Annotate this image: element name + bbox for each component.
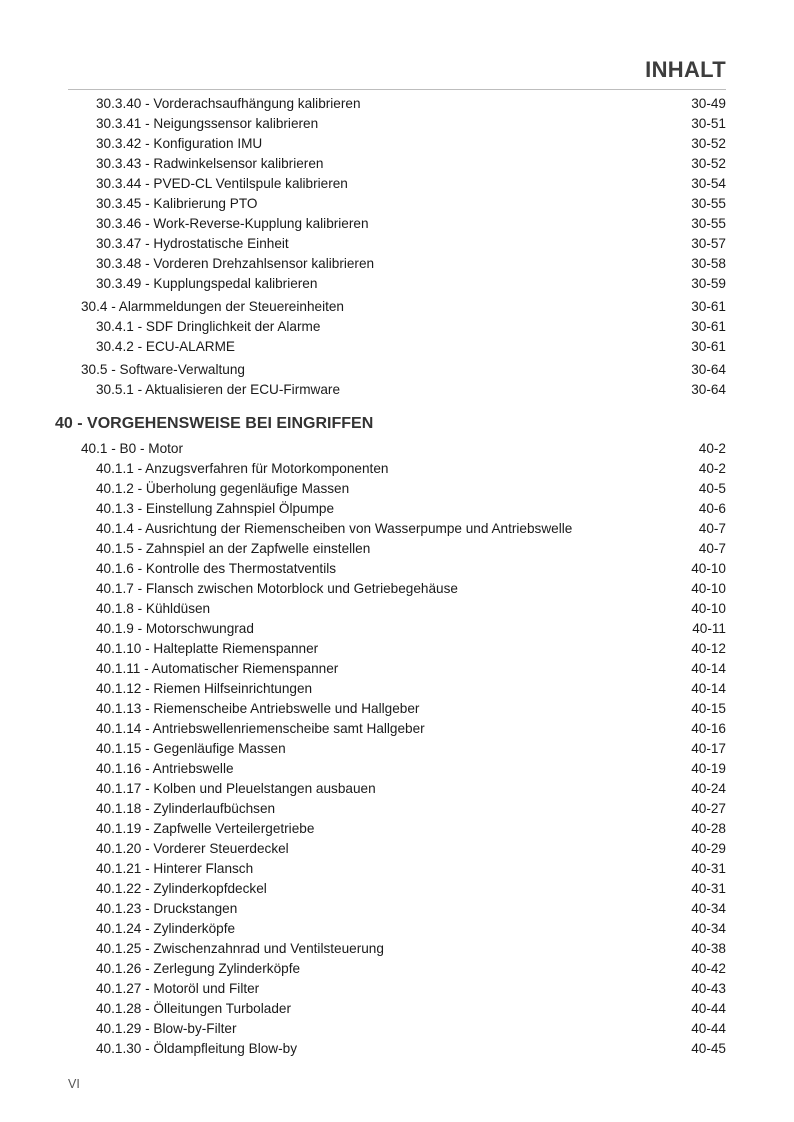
toc-entry-title: 40.1.9 - Motorschwungrad xyxy=(96,621,254,636)
toc-entry[interactable] xyxy=(0,659,794,679)
toc-entry[interactable] xyxy=(0,114,794,134)
toc-entry-title: 30.3.45 - Kalibrierung PTO xyxy=(96,196,258,211)
toc-entry-page: 40-5 xyxy=(698,481,726,496)
toc-entry[interactable] xyxy=(0,779,794,799)
toc-entry-page: 30-64 xyxy=(691,362,726,377)
toc-entry[interactable] xyxy=(0,599,794,619)
toc-entry-page: 40-15 xyxy=(691,701,726,716)
toc-entry-title: 40.1.22 - Zylinderkopfdeckel xyxy=(96,881,267,896)
toc-entry-title: 30.3.48 - Vorderen Drehzahlsensor kalibrieren xyxy=(96,256,375,271)
toc-entry-title: 40.1.29 - Blow-by-Filter xyxy=(96,1021,237,1036)
toc-entry[interactable] xyxy=(0,999,794,1019)
toc-entry[interactable] xyxy=(0,1019,794,1039)
toc-entry[interactable] xyxy=(0,819,794,839)
toc-entry-title: 40.1.16 - Antriebswelle xyxy=(96,761,234,776)
toc-entry-page: 30-51 xyxy=(691,116,726,131)
chapter-heading: 40 - VORGEHENSWEISE BEI EINGRIFFEN xyxy=(55,415,374,432)
toc-entry-title: 40.1.25 - Zwischenzahnrad und Ventilsteuerung xyxy=(96,941,384,956)
toc-entry-title: 40.1.14 - Antriebswellenriemenscheibe samt Hallgeber xyxy=(96,721,425,736)
toc-entry-page: 40-17 xyxy=(691,741,726,756)
toc-entry-page: 40-34 xyxy=(691,921,726,936)
toc-entry-title: 30.3.40 - Vorderachsaufhängung kalibrieren xyxy=(96,96,361,111)
toc-entry-title: 40.1.19 - Zapfwelle Verteilergetriebe xyxy=(96,821,315,836)
toc-entry[interactable] xyxy=(0,959,794,979)
toc-entry-title: 40.1.17 - Kolben und Pleuelstangen ausbauen xyxy=(96,781,376,796)
toc-entry[interactable] xyxy=(0,619,794,639)
toc-entry-page: 40-42 xyxy=(691,961,726,976)
toc-entry-title: 30.3.43 - Radwinkelsensor kalibrieren xyxy=(96,156,324,171)
toc-entry-title: 30.5 - Software-Verwaltung xyxy=(81,362,245,377)
toc-entry-title: 40.1.15 - Gegenläufige Massen xyxy=(96,741,286,756)
toc-entry-page: 40-7 xyxy=(698,541,726,556)
toc-entry-title: 30.3.44 - PVED-CL Ventilspule kalibrieren xyxy=(96,176,348,191)
toc-entry-title: 40.1.1 - Anzugsverfahren für Motorkomponenten xyxy=(96,461,389,476)
toc-entry-title: 40.1.8 - Kühldüsen xyxy=(96,601,211,616)
toc-entry-page: 30-52 xyxy=(691,156,726,171)
toc-entry-title: 40.1.21 - Hinterer Flansch xyxy=(96,861,254,876)
toc-entry-page: 40-31 xyxy=(691,881,726,896)
toc-entry-page: 30-58 xyxy=(691,256,726,271)
toc-entry-page: 40-6 xyxy=(698,501,726,516)
toc-entry-page: 40-16 xyxy=(691,721,726,736)
toc-entry-title: 30.4.2 - ECU-ALARME xyxy=(96,339,236,354)
toc-entry[interactable] xyxy=(0,174,794,194)
toc-entry-title: 40.1.18 - Zylinderlaufbüchsen xyxy=(96,801,276,816)
toc-entry[interactable] xyxy=(0,699,794,719)
toc-entry-page: 40-44 xyxy=(691,1021,726,1036)
toc-entry-title: 30.3.46 - Work-Reverse-Kupplung kalibrieren xyxy=(96,216,369,231)
toc-entry-title: 30.3.49 - Kupplungspedal kalibrieren xyxy=(96,276,318,291)
toc-entry[interactable] xyxy=(0,337,794,357)
toc-entry[interactable] xyxy=(0,154,794,174)
toc-entry-page: 40-24 xyxy=(691,781,726,796)
toc-entry-page: 40-44 xyxy=(691,1001,726,1016)
toc-entry-title: 40.1.30 - Öldampfleitung Blow-by xyxy=(96,1041,297,1056)
page-number: VI xyxy=(68,1077,80,1091)
toc-entry-title: 30.3.41 - Neigungssensor kalibrieren xyxy=(96,116,319,131)
toc-entry-title: 30.4 - Alarmmeldungen der Steuereinheiten xyxy=(81,299,344,314)
toc-entry[interactable] xyxy=(0,939,794,959)
toc-entry-title: 30.5.1 - Aktualisieren der ECU-Firmware xyxy=(96,382,341,397)
toc-entry-page: 30-52 xyxy=(691,136,726,151)
toc-entry-page: 30-64 xyxy=(691,382,726,397)
toc-entry-page: 40-31 xyxy=(691,861,726,876)
toc-entry-title: 30.3.42 - Konfiguration IMU xyxy=(96,136,263,151)
toc-entry-title: 40.1 - B0 - Motor xyxy=(81,441,183,456)
toc-entry-page: 40-29 xyxy=(691,841,726,856)
toc-entry-title: 40.1.23 - Druckstangen xyxy=(96,901,238,916)
toc-entry-page: 30-54 xyxy=(691,176,726,191)
toc-entry-title: 40.1.6 - Kontrolle des Thermostatventils xyxy=(96,561,337,576)
toc-entry-page: 40-11 xyxy=(692,621,726,636)
toc-entry[interactable] xyxy=(0,719,794,739)
toc-entry[interactable] xyxy=(0,839,794,859)
toc-entry[interactable] xyxy=(0,360,794,380)
toc-entry-title: 40.1.12 - Riemen Hilfseinrichtungen xyxy=(96,681,313,696)
toc-entry[interactable] xyxy=(0,194,794,214)
toc-entry[interactable] xyxy=(0,639,794,659)
toc-entry-title: 30.4.1 - SDF Dringlichkeit der Alarme xyxy=(96,319,321,334)
toc-entry[interactable] xyxy=(0,979,794,999)
toc-entry-page: 40-34 xyxy=(691,901,726,916)
toc-entry-page: 30-61 xyxy=(691,339,726,354)
toc-entry-page: 30-55 xyxy=(691,216,726,231)
toc-entry-page: 40-12 xyxy=(691,641,726,656)
toc-entry[interactable] xyxy=(0,799,794,819)
page-title: INHALT xyxy=(645,57,726,82)
toc-entry-page: 40-10 xyxy=(691,601,726,616)
toc-entry-page: 40-10 xyxy=(691,581,726,596)
toc-entry-page: 40-7 xyxy=(698,521,726,536)
toc-entry-page: 40-2 xyxy=(698,461,726,476)
toc-entry-title: 40.1.11 - Automatischer Riemenspanner xyxy=(96,661,339,676)
toc-entry-page: 30-61 xyxy=(691,319,726,334)
toc-entry[interactable] xyxy=(0,739,794,759)
toc-entry[interactable] xyxy=(0,919,794,939)
toc-entry[interactable] xyxy=(0,317,794,337)
toc-entry[interactable] xyxy=(0,214,794,234)
toc-entry-page: 30-57 xyxy=(691,236,726,251)
toc-entry[interactable] xyxy=(0,579,794,599)
toc-entry[interactable] xyxy=(0,479,794,499)
toc-entry-page: 40-45 xyxy=(691,1041,726,1056)
toc-entry-page: 30-59 xyxy=(691,276,726,291)
toc-entry-page: 40-14 xyxy=(691,661,726,676)
toc-entry[interactable] xyxy=(0,759,794,779)
toc-entry[interactable] xyxy=(0,879,794,899)
toc-entry-title: 40.1.13 - Riemenscheibe Antriebswelle und Hallgeber xyxy=(96,701,420,716)
toc-entry[interactable] xyxy=(0,899,794,919)
toc-entry-page: 40-38 xyxy=(691,941,726,956)
toc-entry-title: 40.1.5 - Zahnspiel an der Zapfwelle einstellen xyxy=(96,541,371,556)
toc-entry[interactable] xyxy=(0,859,794,879)
toc-entry-title: 40.1.3 - Einstellung Zahnspiel Ölpumpe xyxy=(96,501,335,516)
toc-entry-title: 40.1.10 - Halteplatte Riemenspanner xyxy=(96,641,319,656)
toc-entry-title: 40.1.28 - Ölleitungen Turbolader xyxy=(96,1001,291,1016)
toc-entry-page: 40-10 xyxy=(691,561,726,576)
toc-entry[interactable] xyxy=(0,499,794,519)
toc-entry-page: 40-2 xyxy=(698,441,726,456)
toc-entry[interactable] xyxy=(0,234,794,254)
toc-entry[interactable] xyxy=(0,380,794,400)
toc-entry[interactable] xyxy=(0,274,794,294)
toc-entry-page: 40-27 xyxy=(691,801,726,816)
toc-entry[interactable] xyxy=(0,559,794,579)
toc-entry-page: 40-14 xyxy=(691,681,726,696)
toc-entry[interactable] xyxy=(0,134,794,154)
toc-entry-title: 40.1.27 - Motoröl und Filter xyxy=(96,981,260,996)
toc-entry-page: 30-55 xyxy=(691,196,726,211)
toc-entry[interactable] xyxy=(0,1039,794,1059)
toc-entry-title: 30.3.47 - Hydrostatische Einheit xyxy=(96,236,289,251)
toc-entry[interactable] xyxy=(0,439,794,459)
toc-entry[interactable] xyxy=(0,254,794,274)
toc-entry[interactable] xyxy=(0,519,794,539)
toc-entry-page: 30-61 xyxy=(691,299,726,314)
toc-entry-page: 40-19 xyxy=(691,761,726,776)
toc-entry-title: 40.1.24 - Zylinderköpfe xyxy=(96,921,236,936)
toc-entry[interactable] xyxy=(0,539,794,559)
toc-entry-page: 40-43 xyxy=(691,981,726,996)
toc-entry-page: 30-49 xyxy=(691,96,726,111)
toc-entry-title: 40.1.4 - Ausrichtung der Riemenscheiben von Wasserpumpe und Antriebswelle xyxy=(96,521,573,536)
toc-entry[interactable] xyxy=(0,679,794,699)
toc-entry[interactable] xyxy=(0,459,794,479)
toc-entry[interactable] xyxy=(0,94,794,114)
toc-entry-title: 40.1.26 - Zerlegung Zylinderköpfe xyxy=(96,961,301,976)
toc-entry-title: 40.1.20 - Vorderer Steuerdeckel xyxy=(96,841,289,856)
toc-entry-page: 40-28 xyxy=(691,821,726,836)
toc-entry-title: 40.1.7 - Flansch zwischen Motorblock und Getriebegehäuse xyxy=(96,581,458,596)
toc-entry-title: 40.1.2 - Überholung gegenläufige Massen xyxy=(96,481,350,496)
toc-entry[interactable] xyxy=(0,297,794,317)
